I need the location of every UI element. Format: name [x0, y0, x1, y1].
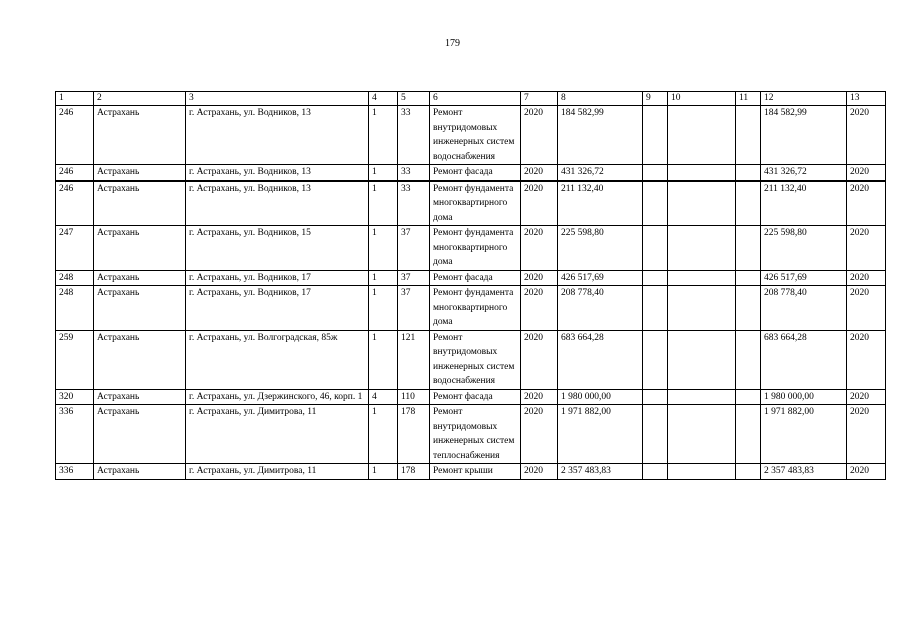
municipality-cell: Астрахань	[94, 405, 186, 464]
cost-cell: 1 971 882,00	[558, 405, 643, 464]
table-body	[56, 92, 886, 480]
address-cell: г. Астрахань, ул. Дзержинского, 46, корп. 1	[186, 389, 369, 405]
completion-year-cell: 2020	[847, 181, 886, 226]
col11-cell	[736, 405, 761, 464]
column-header: 9	[643, 92, 668, 106]
row-number-cell: 248	[56, 270, 94, 286]
col9-cell	[643, 389, 668, 405]
address-cell: г. Астрахань, ул. Водников, 13	[186, 181, 369, 226]
completion-year-cell: 2020	[847, 464, 886, 480]
address-cell: г. Астрахань, ул. Водников, 13	[186, 106, 369, 165]
year-cell: 2020	[521, 464, 558, 480]
column-header: 5	[398, 92, 430, 106]
year-cell: 2020	[521, 106, 558, 165]
cost-total-cell: 431 326,72	[761, 165, 847, 181]
cost-cell: 426 517,69	[558, 270, 643, 286]
table-row	[56, 464, 886, 480]
col10-cell	[668, 389, 736, 405]
municipality-cell: Астрахань	[94, 464, 186, 480]
column-header: 6	[430, 92, 521, 106]
year-cell: 2020	[521, 226, 558, 271]
col10-cell	[668, 464, 736, 480]
table-row	[56, 286, 886, 331]
row-number-cell: 246	[56, 106, 94, 165]
cost-total-cell: 208 778,40	[761, 286, 847, 331]
cost-cell: 683 664,28	[558, 330, 643, 389]
column-header: 3	[186, 92, 369, 106]
col4-cell: 1	[369, 181, 398, 226]
work-type-cell: Ремонт фундамента многоквартирного дома	[430, 181, 521, 226]
column-header: 10	[668, 92, 736, 106]
table-row	[56, 405, 886, 464]
completion-year-cell: 2020	[847, 389, 886, 405]
table-row	[56, 106, 886, 165]
col9-cell	[643, 226, 668, 271]
col9-cell	[643, 405, 668, 464]
col5-cell: 178	[398, 464, 430, 480]
column-header: 13	[847, 92, 886, 106]
row-number-cell: 336	[56, 405, 94, 464]
municipality-cell: Астрахань	[94, 106, 186, 165]
col11-cell	[736, 389, 761, 405]
column-header: 1	[56, 92, 94, 106]
col10-cell	[668, 270, 736, 286]
address-cell: г. Астрахань, ул. Водников, 13	[186, 165, 369, 181]
col4-cell: 1	[369, 226, 398, 271]
col9-cell	[643, 270, 668, 286]
address-cell: г. Астрахань, ул. Водников, 17	[186, 286, 369, 331]
year-cell: 2020	[521, 286, 558, 331]
table-row	[56, 389, 886, 405]
row-number-cell: 246	[56, 165, 94, 181]
column-number-header-row	[56, 92, 886, 106]
work-type-cell: Ремонт внутридомовых инженерных систем водоснабжения	[430, 330, 521, 389]
address-cell: г. Астрахань, ул. Димитрова, 11	[186, 405, 369, 464]
year-cell: 2020	[521, 389, 558, 405]
col10-cell	[668, 286, 736, 331]
col4-cell: 1	[369, 286, 398, 331]
col11-cell	[736, 226, 761, 271]
col5-cell: 33	[398, 181, 430, 226]
cost-total-cell: 1 971 882,00	[761, 405, 847, 464]
col5-cell: 37	[398, 226, 430, 271]
work-type-cell: Ремонт фундамента многоквартирного дома	[430, 286, 521, 331]
work-type-cell: Ремонт фасада	[430, 270, 521, 286]
completion-year-cell: 2020	[847, 330, 886, 389]
cost-total-cell: 184 582,99	[761, 106, 847, 165]
work-type-cell: Ремонт фасада	[430, 389, 521, 405]
col10-cell	[668, 106, 736, 165]
col9-cell	[643, 165, 668, 181]
year-cell: 2020	[521, 330, 558, 389]
work-type-cell: Ремонт фасада	[430, 165, 521, 181]
completion-year-cell: 2020	[847, 405, 886, 464]
col11-cell	[736, 464, 761, 480]
cost-cell: 225 598,80	[558, 226, 643, 271]
completion-year-cell: 2020	[847, 165, 886, 181]
municipality-cell: Астрахань	[94, 226, 186, 271]
work-type-cell: Ремонт фундамента многоквартирного дома	[430, 226, 521, 271]
page-number: 179	[445, 38, 460, 49]
col11-cell	[736, 270, 761, 286]
address-cell: г. Астрахань, ул. Водников, 15	[186, 226, 369, 271]
col5-cell: 121	[398, 330, 430, 389]
table-row	[56, 226, 886, 271]
table-row	[56, 270, 886, 286]
col5-cell: 110	[398, 389, 430, 405]
registry-table	[55, 91, 886, 480]
cost-cell: 184 582,99	[558, 106, 643, 165]
col10-cell	[668, 226, 736, 271]
cost-total-cell: 225 598,80	[761, 226, 847, 271]
col10-cell	[668, 405, 736, 464]
col10-cell	[668, 181, 736, 226]
work-type-cell: Ремонт внутридомовых инженерных систем теплоснабжения	[430, 405, 521, 464]
completion-year-cell: 2020	[847, 270, 886, 286]
col4-cell: 1	[369, 405, 398, 464]
cost-total-cell: 426 517,69	[761, 270, 847, 286]
col11-cell	[736, 181, 761, 226]
cost-cell: 2 357 483,83	[558, 464, 643, 480]
col5-cell: 37	[398, 270, 430, 286]
municipality-cell: Астрахань	[94, 181, 186, 226]
col9-cell	[643, 106, 668, 165]
address-cell: г. Астрахань, ул. Водников, 17	[186, 270, 369, 286]
row-number-cell: 336	[56, 464, 94, 480]
address-cell: г. Астрахань, ул. Димитрова, 11	[186, 464, 369, 480]
row-number-cell: 248	[56, 286, 94, 331]
cost-total-cell: 211 132,40	[761, 181, 847, 226]
municipality-cell: Астрахань	[94, 270, 186, 286]
table-row	[56, 330, 886, 389]
col11-cell	[736, 165, 761, 181]
row-number-cell: 259	[56, 330, 94, 389]
cost-cell: 1 980 000,00	[558, 389, 643, 405]
col4-cell: 4	[369, 389, 398, 405]
column-header: 8	[558, 92, 643, 106]
col9-cell	[643, 330, 668, 389]
col4-cell: 1	[369, 330, 398, 389]
row-number-cell: 320	[56, 389, 94, 405]
column-header: 12	[761, 92, 847, 106]
col11-cell	[736, 286, 761, 331]
column-header: 4	[369, 92, 398, 106]
cost-total-cell: 683 664,28	[761, 330, 847, 389]
cost-cell: 431 326,72	[558, 165, 643, 181]
municipality-cell: Астрахань	[94, 330, 186, 389]
col9-cell	[643, 464, 668, 480]
work-type-cell: Ремонт крыши	[430, 464, 521, 480]
col5-cell: 37	[398, 286, 430, 331]
year-cell: 2020	[521, 165, 558, 181]
cost-cell: 211 132,40	[558, 181, 643, 226]
table-row	[56, 181, 886, 226]
completion-year-cell: 2020	[847, 106, 886, 165]
work-type-cell: Ремонт внутридомовых инженерных систем водоснабжения	[430, 106, 521, 165]
cost-total-cell: 1 980 000,00	[761, 389, 847, 405]
cost-total-cell: 2 357 483,83	[761, 464, 847, 480]
col11-cell	[736, 106, 761, 165]
col4-cell: 1	[369, 270, 398, 286]
column-header: 11	[736, 92, 761, 106]
col4-cell: 1	[369, 464, 398, 480]
column-header: 2	[94, 92, 186, 106]
cost-cell: 208 778,40	[558, 286, 643, 331]
col5-cell: 33	[398, 165, 430, 181]
col10-cell	[668, 165, 736, 181]
address-cell: г. Астрахань, ул. Волгоградская, 85ж	[186, 330, 369, 389]
year-cell: 2020	[521, 270, 558, 286]
col9-cell	[643, 286, 668, 331]
row-number-cell: 246	[56, 181, 94, 226]
col9-cell	[643, 181, 668, 226]
table-row	[56, 165, 886, 181]
completion-year-cell: 2020	[847, 226, 886, 271]
row-number-cell: 247	[56, 226, 94, 271]
col10-cell	[668, 330, 736, 389]
municipality-cell: Астрахань	[94, 165, 186, 181]
col5-cell: 33	[398, 106, 430, 165]
col4-cell: 1	[369, 165, 398, 181]
column-header: 7	[521, 92, 558, 106]
municipality-cell: Астрахань	[94, 286, 186, 331]
completion-year-cell: 2020	[847, 286, 886, 331]
municipality-cell: Астрахань	[94, 389, 186, 405]
col5-cell: 178	[398, 405, 430, 464]
col4-cell: 1	[369, 106, 398, 165]
col11-cell	[736, 330, 761, 389]
year-cell: 2020	[521, 405, 558, 464]
year-cell: 2020	[521, 181, 558, 226]
